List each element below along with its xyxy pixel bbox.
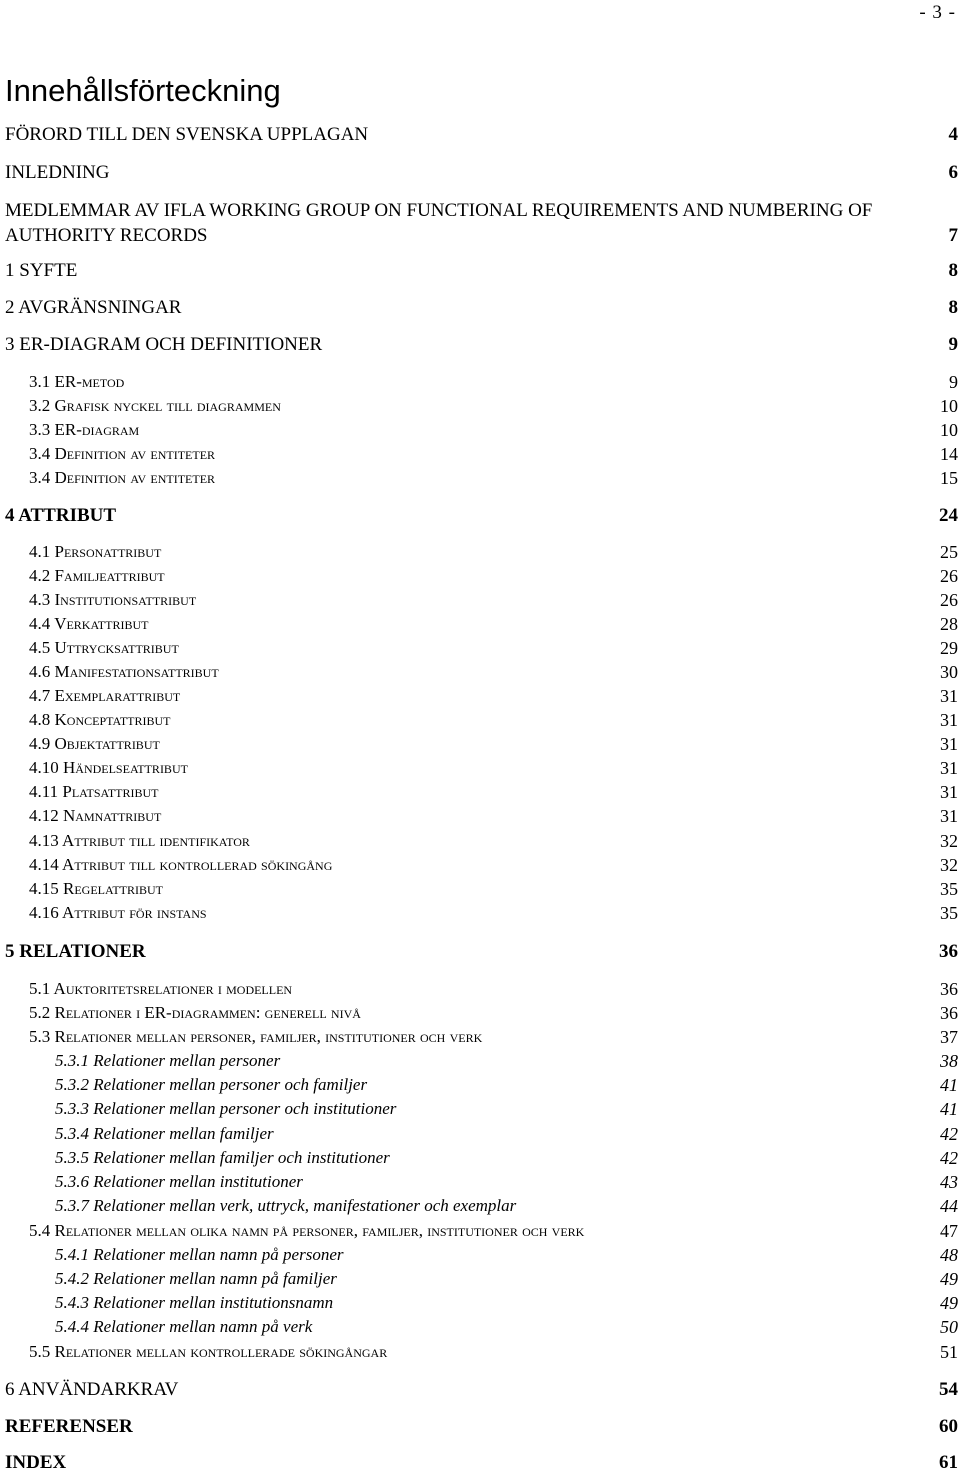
toc-entry-page: 35	[940, 903, 958, 923]
toc-entry-page: 8	[948, 260, 958, 281]
toc-entry-title: 5.3.6 Relationer mellan institutioner	[55, 1172, 303, 1191]
toc-entry-title: 5.5 Relationer mellan kontrollerade sökingångar	[29, 1342, 388, 1361]
toc-entry-page: 32	[940, 855, 958, 875]
toc-entry-page: 8	[948, 297, 958, 318]
toc-entry-page: 29	[940, 638, 958, 658]
toc-entry-page: 10	[940, 420, 958, 440]
toc-entry-page: 31	[940, 782, 958, 802]
toc-entry-title: 4.4 Verkattribut	[29, 614, 149, 633]
toc-entry-index[interactable]	[0, 1452, 960, 1474]
toc-subsubentry[interactable]	[0, 1172, 960, 1192]
toc-subentry[interactable]	[0, 903, 960, 923]
toc-subentry[interactable]	[0, 542, 960, 562]
toc-subsubentry[interactable]	[0, 1075, 960, 1095]
toc-entry-page: 31	[940, 758, 958, 778]
toc-entry-page: 47	[940, 1221, 958, 1241]
toc-entry-page: 37	[940, 1027, 958, 1047]
toc-entry-title: 5.4 Relationer mellan olika namn på personer, familjer, institutioner och verk	[29, 1221, 585, 1240]
toc-entry-title: 4.1 Personattribut	[29, 542, 162, 561]
toc-entry-page: 41	[940, 1099, 958, 1119]
toc-entry-page: 43	[940, 1172, 958, 1192]
toc-subentry[interactable]	[0, 782, 960, 802]
toc-entry-page: 30	[940, 662, 958, 682]
toc-entry-page: 44	[940, 1196, 958, 1216]
toc-entry-page: 61	[939, 1452, 958, 1473]
toc-subsubentry[interactable]	[0, 1051, 960, 1071]
toc-subentry[interactable]	[0, 879, 960, 899]
toc-entry-page: 31	[940, 686, 958, 706]
toc-subentry[interactable]	[0, 1003, 960, 1023]
toc-subentry[interactable]	[0, 686, 960, 706]
toc-entry-title: 6 ANVÄNDARKRAV	[5, 1379, 179, 1400]
toc-entry-title: 3 ER-DIAGRAM OCH DEFINITIONER	[5, 334, 323, 355]
toc-entry-forord[interactable]	[0, 124, 960, 146]
toc-entry-page: 25	[940, 542, 958, 562]
toc-entry-page: 10	[940, 396, 958, 416]
toc-entry-title: 5.1 Auktoritetsrelationer i modellen	[29, 979, 293, 998]
toc-entry-title: 3.4 Definition av entiteter	[29, 468, 216, 487]
toc-subentry[interactable]	[0, 614, 960, 634]
toc-subsubentry[interactable]	[0, 1099, 960, 1119]
toc-entry-title: 1 SYFTE	[5, 260, 78, 281]
toc-subsubentry[interactable]	[0, 1124, 960, 1144]
toc-entry-medlemmar[interactable]	[0, 198, 960, 248]
toc-entry-page: 49	[940, 1293, 958, 1313]
toc-entry-page: 36	[939, 941, 958, 962]
toc-entry-title: 4.6 Manifestationsattribut	[29, 662, 219, 681]
toc-entry-page: 14	[940, 444, 958, 464]
toc-entry-page: 48	[940, 1245, 958, 1265]
toc-entry-page: 36	[940, 1003, 958, 1023]
toc-entry-page: 31	[940, 806, 958, 826]
toc-entry-title: 2 AVGRÄNSNINGAR	[5, 297, 182, 318]
toc-entry-title: 4.16 Attribut för instans	[29, 903, 207, 922]
toc-subentry[interactable]	[0, 806, 960, 826]
toc-entry-syfte[interactable]	[0, 260, 960, 282]
toc-subentry[interactable]	[0, 855, 960, 875]
toc-entry-title: INDEX	[5, 1452, 67, 1473]
toc-entry-page: 9	[949, 372, 958, 392]
toc-subentry[interactable]	[0, 1221, 960, 1241]
toc-subsubentry[interactable]	[0, 1148, 960, 1168]
toc-entry-title: 3.3 ER-diagram	[29, 420, 140, 439]
toc-entry-title: 4 ATTRIBUT	[5, 505, 117, 526]
toc-entry-page: 38	[940, 1051, 958, 1071]
toc-entry-title: 3.4 Definition av entiteter	[29, 444, 216, 463]
toc-entry-title: 5.3.4 Relationer mellan familjer	[55, 1124, 274, 1143]
toc-entry-page: 35	[940, 879, 958, 899]
toc-subentry[interactable]	[0, 444, 960, 464]
toc-entry-page: 32	[940, 831, 958, 851]
toc-entry-attribut[interactable]	[0, 505, 960, 527]
toc-entry-title: 4.14 Attribut till kontrollerad sökingång	[29, 855, 333, 874]
toc-entry-title: 4.11 Platsattribut	[29, 782, 159, 801]
toc-entry-page: 41	[940, 1075, 958, 1095]
toc-subentry[interactable]	[0, 1027, 960, 1047]
toc-subsubentry[interactable]	[0, 1293, 960, 1313]
toc-entry-title: 5 RELATIONER	[5, 941, 146, 962]
toc-entry-page: 42	[940, 1124, 958, 1144]
toc-entry-page: 15	[940, 468, 958, 488]
toc-subentry[interactable]	[0, 662, 960, 682]
toc-entry-title: 3.2 Grafisk nyckel till diagrammen	[29, 396, 281, 415]
toc-entry-inledning[interactable]	[0, 162, 960, 184]
toc-entry-title: 4.8 Konceptattribut	[29, 710, 171, 729]
toc-subentry[interactable]	[0, 420, 960, 440]
toc-subentry[interactable]	[0, 710, 960, 730]
toc-entry-page: 7	[948, 225, 958, 246]
toc-entry-title: 4.7 Exemplarattribut	[29, 686, 181, 705]
toc-subentry[interactable]	[0, 468, 960, 488]
toc-entry-relationer[interactable]	[0, 941, 960, 963]
toc-entry-page: 60	[939, 1416, 958, 1437]
toc-entry-page: 54	[939, 1379, 958, 1400]
toc-entry-title: 5.4.2 Relationer mellan namn på familjer	[55, 1269, 337, 1288]
toc-entry-title: 5.3.1 Relationer mellan personer	[55, 1051, 281, 1070]
toc-entry-title: 4.10 Händelseattribut	[29, 758, 188, 777]
toc-entry-page: 9	[948, 334, 958, 355]
toc-entry-page: 26	[940, 566, 958, 586]
toc-entry-page: 24	[939, 505, 958, 526]
toc-entry-title: 5.4.3 Relationer mellan institutionsnamn	[55, 1293, 334, 1312]
toc-subentry[interactable]	[0, 590, 960, 610]
toc-entry-title: 5.3.7 Relationer mellan verk, uttryck, manifestationer och exemplar	[55, 1196, 517, 1215]
toc-entry-title: 5.2 Relationer i ER-diagrammen: generell nivå	[29, 1003, 361, 1022]
toc-entry-title: 4.13 Attribut till identifikator	[29, 831, 250, 850]
toc-subsubentry[interactable]	[0, 1245, 960, 1265]
toc-entry-avgransningar[interactable]	[0, 297, 960, 319]
toc-entry-page: 51	[940, 1342, 958, 1362]
toc-entry-title: 3.1 ER-metod	[29, 372, 125, 391]
toc-entry-title: 5.4.4 Relationer mellan namn på verk	[55, 1317, 313, 1336]
toc-entry-title: 5.3.5 Relationer mellan familjer och institutioner	[55, 1148, 390, 1167]
toc-entry-page: 4	[948, 124, 958, 145]
toc-entry-title: 4.15 Regelattribut	[29, 879, 163, 898]
toc-subentry[interactable]	[0, 734, 960, 754]
toc-subsubentry[interactable]	[0, 1317, 960, 1337]
page-number: - 3 -	[919, 2, 956, 23]
page-title: Innehållsförteckning	[5, 73, 281, 108]
toc-entry-er-diagram[interactable]	[0, 334, 960, 356]
toc-entry-page: 36	[940, 979, 958, 999]
toc-entry-page: 31	[940, 710, 958, 730]
toc-entry-anvandarkrav[interactable]	[0, 1379, 960, 1401]
toc-subentry[interactable]	[0, 396, 960, 416]
toc-entry-page: 6	[948, 162, 958, 183]
toc-subsubentry[interactable]	[0, 1269, 960, 1289]
toc-entry-title: FÖRORD TILL DEN SVENSKA UPPLAGAN	[5, 124, 369, 145]
toc-entry-page: 31	[940, 734, 958, 754]
toc-subentry[interactable]	[0, 566, 960, 586]
toc-entry-title: 5.3 Relationer mellan personer, familjer, institutioner och verk	[29, 1027, 483, 1046]
toc-entry-title: INLEDNING	[5, 162, 110, 183]
toc-entry-page: 28	[940, 614, 958, 634]
toc-entry-title: 5.4.1 Relationer mellan namn på personer	[55, 1245, 344, 1264]
toc-entry-title: 5.3.3 Relationer mellan personer och institutioner	[55, 1099, 397, 1118]
toc-subentry[interactable]	[0, 372, 960, 392]
toc-subentry[interactable]	[0, 979, 960, 999]
toc-entry-title: REFERENSER	[5, 1416, 133, 1437]
toc-subentry[interactable]	[0, 1342, 960, 1362]
toc-entry-title: MEDLEMMAR AV IFLA WORKING GROUP ON FUNCTIONAL REQUIREMENTS AND NUMBERING OF AUTHORITY RECORDS	[5, 200, 873, 246]
toc-subentry[interactable]	[0, 758, 960, 778]
toc-entry-page: 26	[940, 590, 958, 610]
toc-entry-title: 4.5 Uttrycksattribut	[29, 638, 179, 657]
toc-subentry[interactable]	[0, 638, 960, 658]
toc-entry-page: 42	[940, 1148, 958, 1168]
toc-subentry[interactable]	[0, 831, 960, 851]
toc-entry-title: 4.2 Familjeattribut	[29, 566, 165, 585]
toc-entry-page: 50	[940, 1317, 958, 1337]
toc-entry-referenser[interactable]	[0, 1416, 960, 1438]
toc-entry-title: 4.9 Objektattribut	[29, 734, 160, 753]
toc-entry-title: 4.12 Namnattribut	[29, 806, 162, 825]
toc-subsubentry[interactable]	[0, 1196, 960, 1216]
toc-entry-title: 5.3.2 Relationer mellan personer och familjer	[55, 1075, 368, 1094]
toc-entry-title: 4.3 Institutionsattribut	[29, 590, 197, 609]
toc-entry-page: 49	[940, 1269, 958, 1289]
